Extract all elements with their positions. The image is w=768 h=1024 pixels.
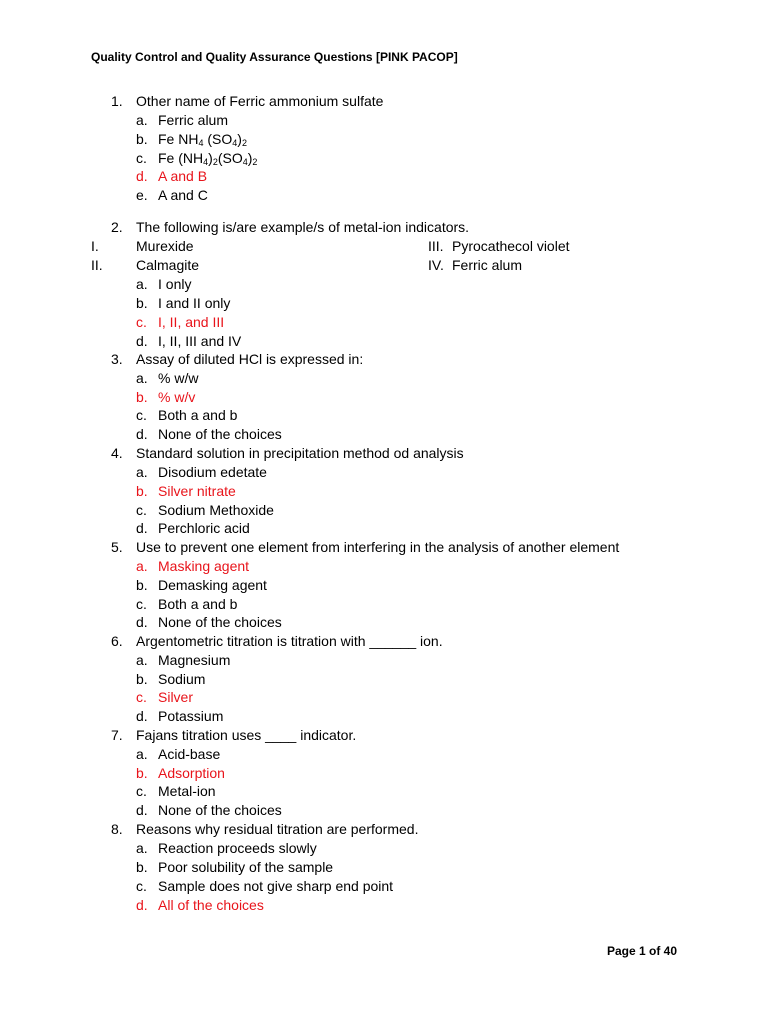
option-letter: b. [136,671,148,687]
option-letter: a. [136,840,148,856]
option-text: I, II, III and IV [158,333,242,349]
option-text: Adsorption [158,765,225,781]
option-letter: d. [136,897,148,913]
option-letter: d. [136,520,148,536]
option-text: I only [158,276,192,292]
option-text: Sodium Methoxide [158,502,274,518]
question-text: Standard solution in precipitation method od analysis [136,445,464,461]
option-text: % w/w [158,370,199,386]
option-letter: d. [136,614,148,630]
option-letter: c. [136,407,147,423]
option-letter: c. [136,150,147,166]
option-letter: a. [136,112,148,128]
option-letter: d. [136,333,148,349]
option-text: Sodium [158,671,206,687]
option-letter: b. [136,859,148,875]
option-letter: a. [136,746,148,762]
option-text: Masking agent [158,558,250,574]
roman-item: Ferric alum [452,257,523,273]
option-text: Demasking agent [158,577,267,593]
question-text: The following is/are example/s of metal-ion indicators. [136,219,470,235]
option-letter: a. [136,370,148,386]
question-number: 5. [111,539,123,555]
roman-item: Pyrocathecol violet [452,238,570,254]
question-number: 1. [111,93,123,109]
option-text: I and II only [158,295,231,311]
option-letter: b. [136,765,148,781]
option-text: Potassium [158,708,224,724]
option-text-formula: Fe $NH_4$ $(SO_4)_2$ [158,131,247,148]
option-text: Both a and b [158,596,238,612]
option-letter: d. [136,168,148,184]
option-text: None of the choices [158,426,282,442]
option-letter: a. [136,464,148,480]
option-text: Metal-ion [158,783,216,799]
option-text: None of the choices [158,614,282,630]
roman-item: Calmagite [136,257,200,273]
option-text: Silver [158,689,194,705]
question-text: Argentometric titration is titration with ______ ion. [136,633,443,649]
option-letter: d. [136,802,148,818]
option-text: Reaction proceeds slowly [158,840,317,856]
question-text: Reasons why residual titration are performed. [136,821,419,837]
option-letter: c. [136,689,147,705]
question-text: Use to prevent one element from interfering in the analysis of another element [136,539,620,555]
roman-numeral: IV. [428,257,444,273]
roman-numeral: III. [428,238,444,254]
option-letter: b. [136,577,148,593]
option-letter: b. [136,389,148,405]
question-text: Assay of diluted HCl is expressed in: [136,351,364,367]
page-number: Page 1 of 40 [607,944,678,958]
option-text-formula: Fe $(NH_4)_2(SO_4)_2$ [158,150,258,167]
option-text: % w/v [158,389,196,405]
option-text: Both a and b [158,407,238,423]
roman-numeral: II. [91,257,103,273]
option-text: Perchloric acid [158,520,250,536]
option-text: I, II, and III [158,314,225,330]
question-number: 3. [111,351,123,367]
option-text: Poor solubility of the sample [158,859,334,875]
option-letter: d. [136,708,148,724]
option-letter: e. [136,187,148,203]
question-number: 2. [111,219,123,235]
option-letter: c. [136,502,147,518]
option-letter: a. [136,276,148,292]
question-number: 8. [111,821,123,837]
option-letter: b. [136,483,148,499]
option-text: Disodium edetate [158,464,267,480]
document-header: Quality Control and Quality Assurance Questions [PINK PACOP] [91,50,458,64]
option-text: Silver nitrate [158,483,236,499]
option-letter: a. [136,652,148,668]
option-letter: d. [136,426,148,442]
question-text: Fajans titration uses ____ indicator. [136,727,357,743]
option-letter: c. [136,596,147,612]
option-text: A and C [158,187,208,203]
question-number: 6. [111,633,123,649]
option-text: Ferric alum [158,112,229,128]
option-text: None of the choices [158,802,282,818]
question-number: 4. [111,445,123,461]
roman-numeral: I. [91,238,99,254]
option-text: Magnesium [158,652,231,668]
option-text: All of the choices [158,897,264,913]
option-letter: b. [136,131,148,147]
option-text: Sample does not give sharp end point [158,878,394,894]
option-letter: b. [136,295,148,311]
option-letter: c. [136,783,147,799]
option-letter: c. [136,878,147,894]
option-letter: a. [136,558,148,574]
roman-item: Murexide [136,238,194,254]
option-text: A and B [158,168,208,184]
option-text: Acid-base [158,746,221,762]
question-number: 7. [111,727,123,743]
question-text: Other name of Ferric ammonium sulfate [136,93,384,109]
option-letter: c. [136,314,147,330]
